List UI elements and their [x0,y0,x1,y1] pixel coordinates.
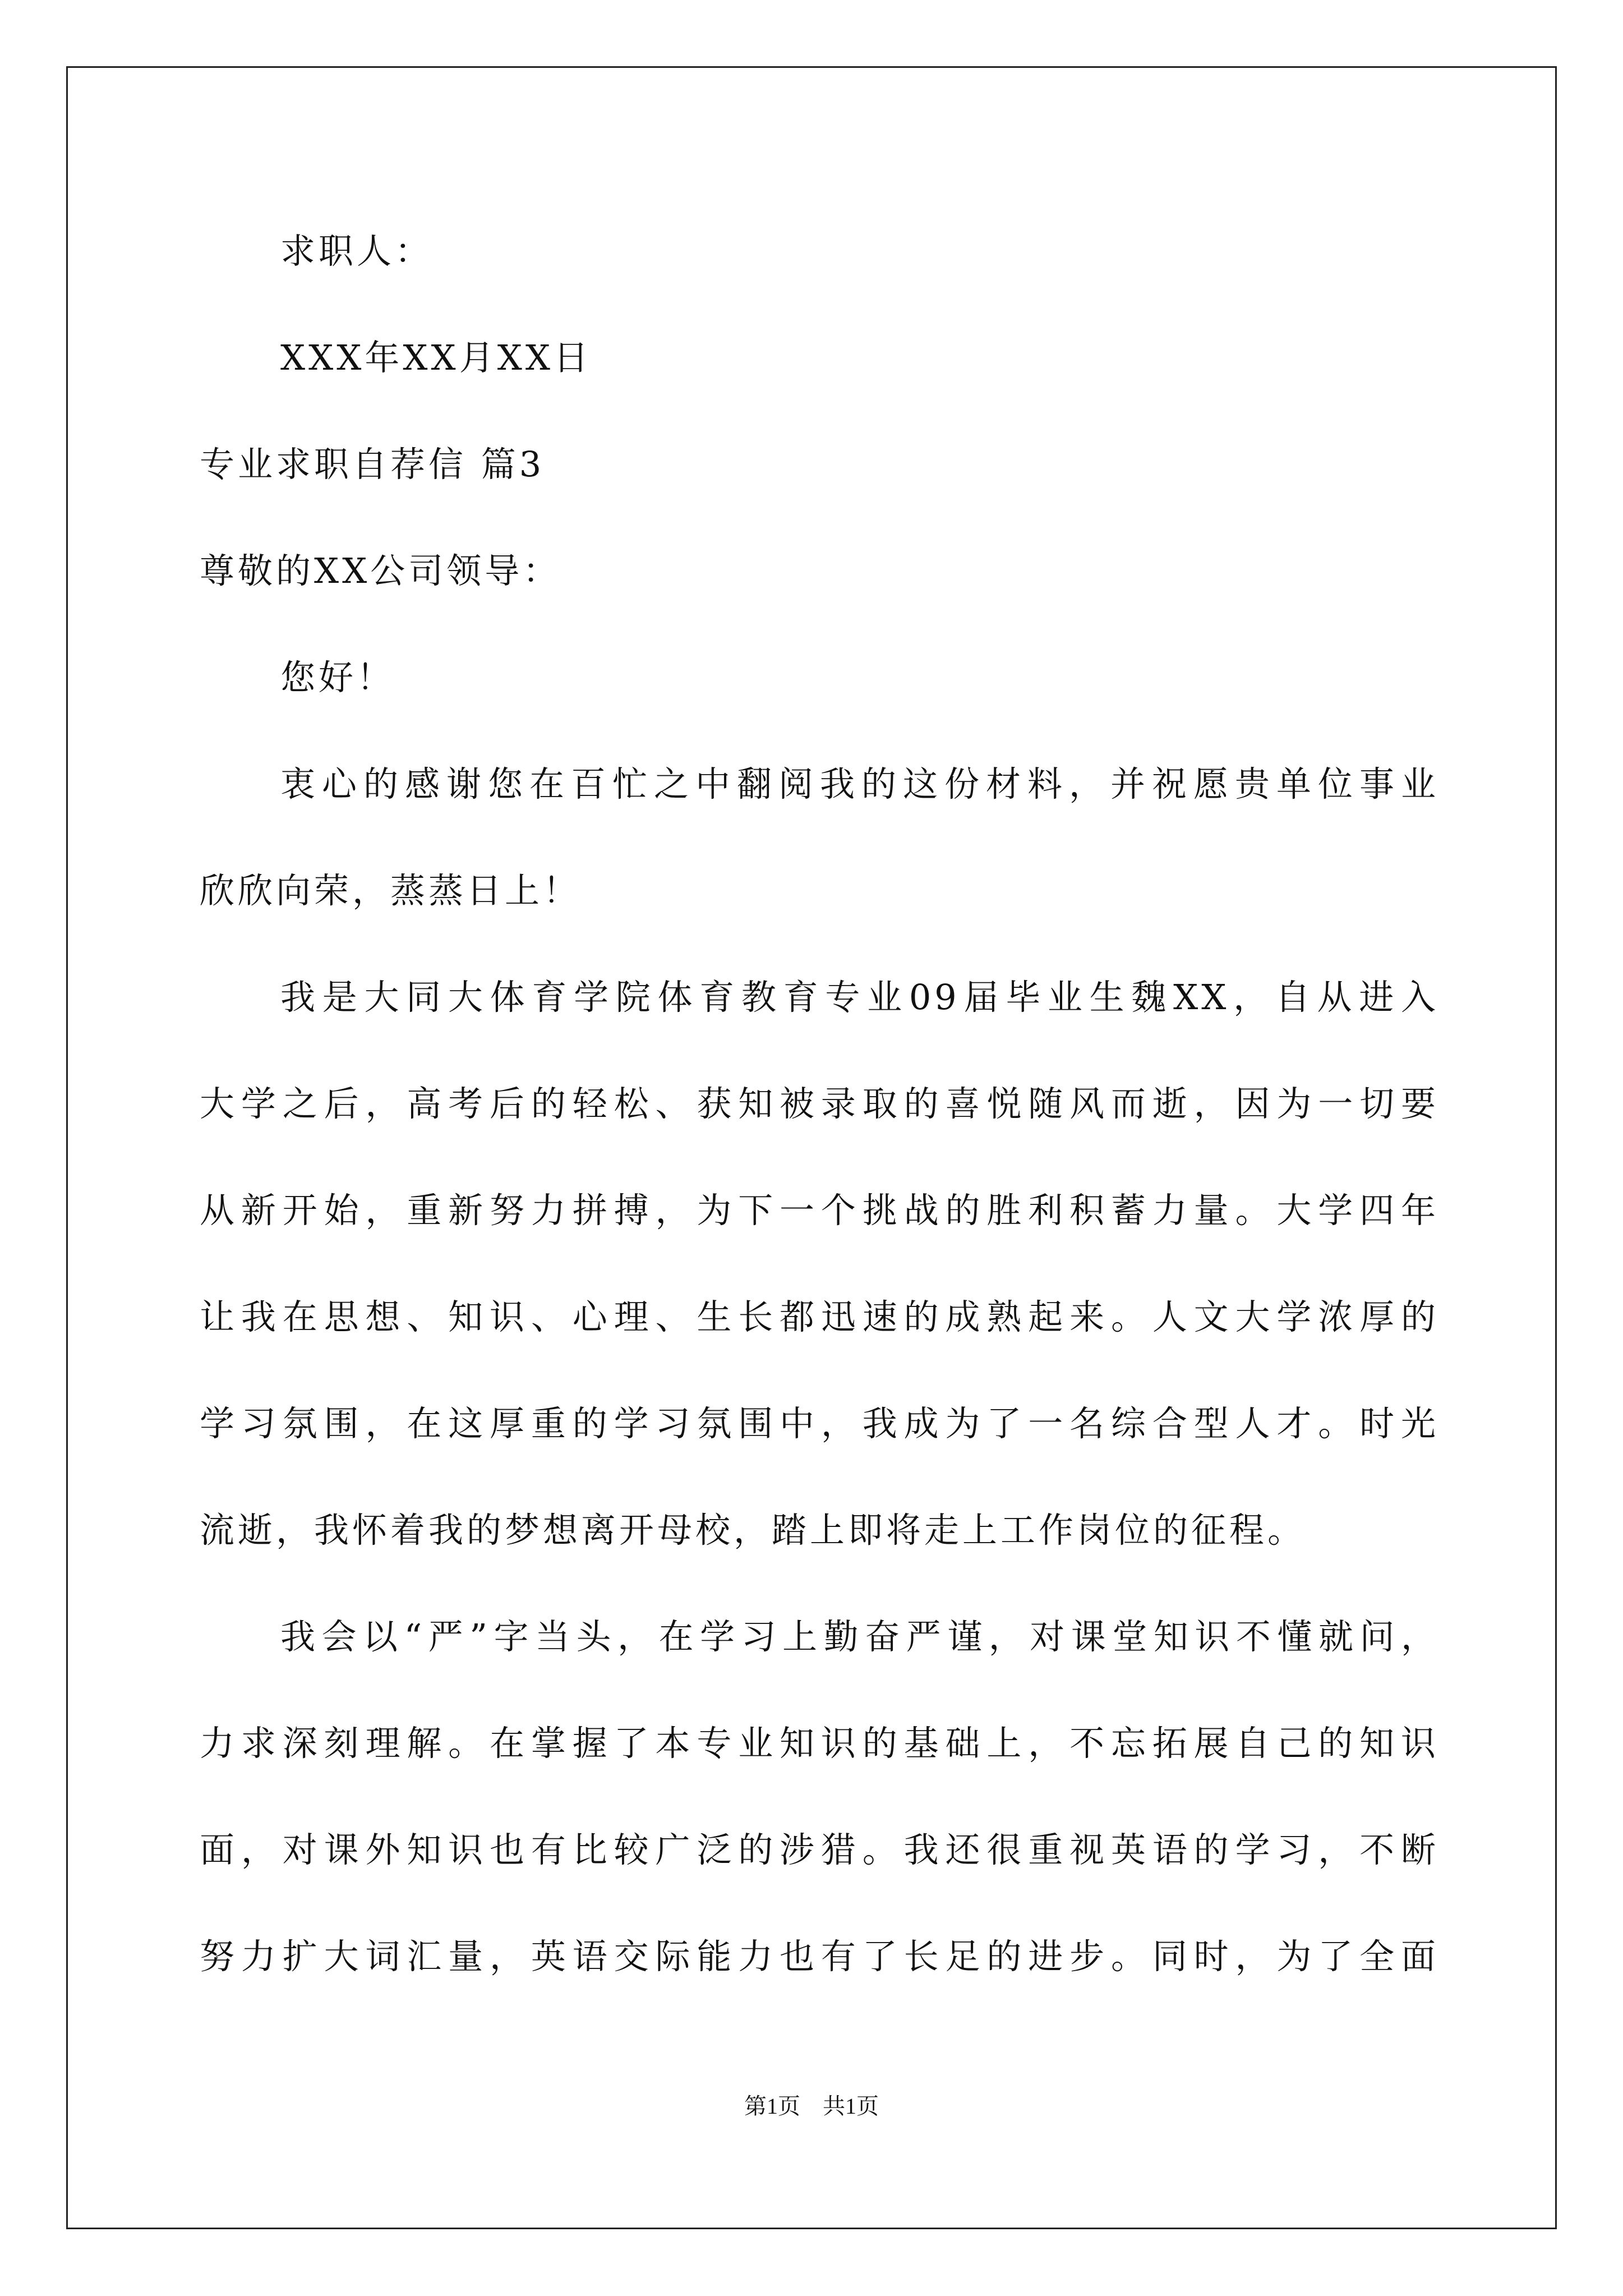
paragraph-line: 力求深刻理解。在掌握了本专业知识的基础上，不忘拓展自己的知识 [200,1723,1439,1764]
paragraph-line: 欣欣向荣，蒸蒸日上！ [200,870,582,911]
paragraph-line: 让我在思想、知识、心理、生长都迅速的成熟起来。人文大学浓厚的 [200,1296,1439,1337]
paragraph-line: 我会以“严”字当头，在学习上勤奋严谨，对课堂知识不懂就问， [280,1616,1439,1657]
paragraph-line: 面，对课外知识也有比较广泛的涉猎。我还很重视英语的学习，不断 [200,1829,1439,1870]
section-title: 专业求职自荐信 篇3 [200,444,545,485]
paragraph-line: 我是大同大体育学院体育教育专业09届毕业生魏XX，自从进入 [280,977,1439,1018]
greeting: 您好！ [280,657,395,698]
paragraph-line: 衷心的感谢您在百忙之中翻阅我的这份材料，并祝愿贵单位事业 [280,763,1439,804]
page-number: 第1页 共1页 [744,2093,879,2119]
page-border [66,66,1557,2229]
paragraph-line: 努力扩大词汇量，英语交际能力也有了长足的进步。同时，为了全面 [200,1936,1439,1977]
date-line: XXX年XX月XX日 [280,337,592,378]
paragraph-line: 学习氛围，在这厚重的学习氛围中，我成为了一名综合型人才。时光 [200,1403,1439,1444]
salutation: 尊敬的XX公司领导： [200,550,561,591]
paragraph-line: 大学之后，高考后的轻松、获知被录取的喜悦随风而逝，因为一切要 [200,1083,1439,1124]
paragraph-line: 流逝，我怀着我的梦想离开母校，踏上即将走上工作岗位的征程。 [200,1510,1306,1550]
applicant-label: 求职人： [280,231,434,272]
paragraph-line: 从新开始，重新努力拼搏，为下一个挑战的胜利积蓄力量。大学四年 [200,1190,1439,1231]
